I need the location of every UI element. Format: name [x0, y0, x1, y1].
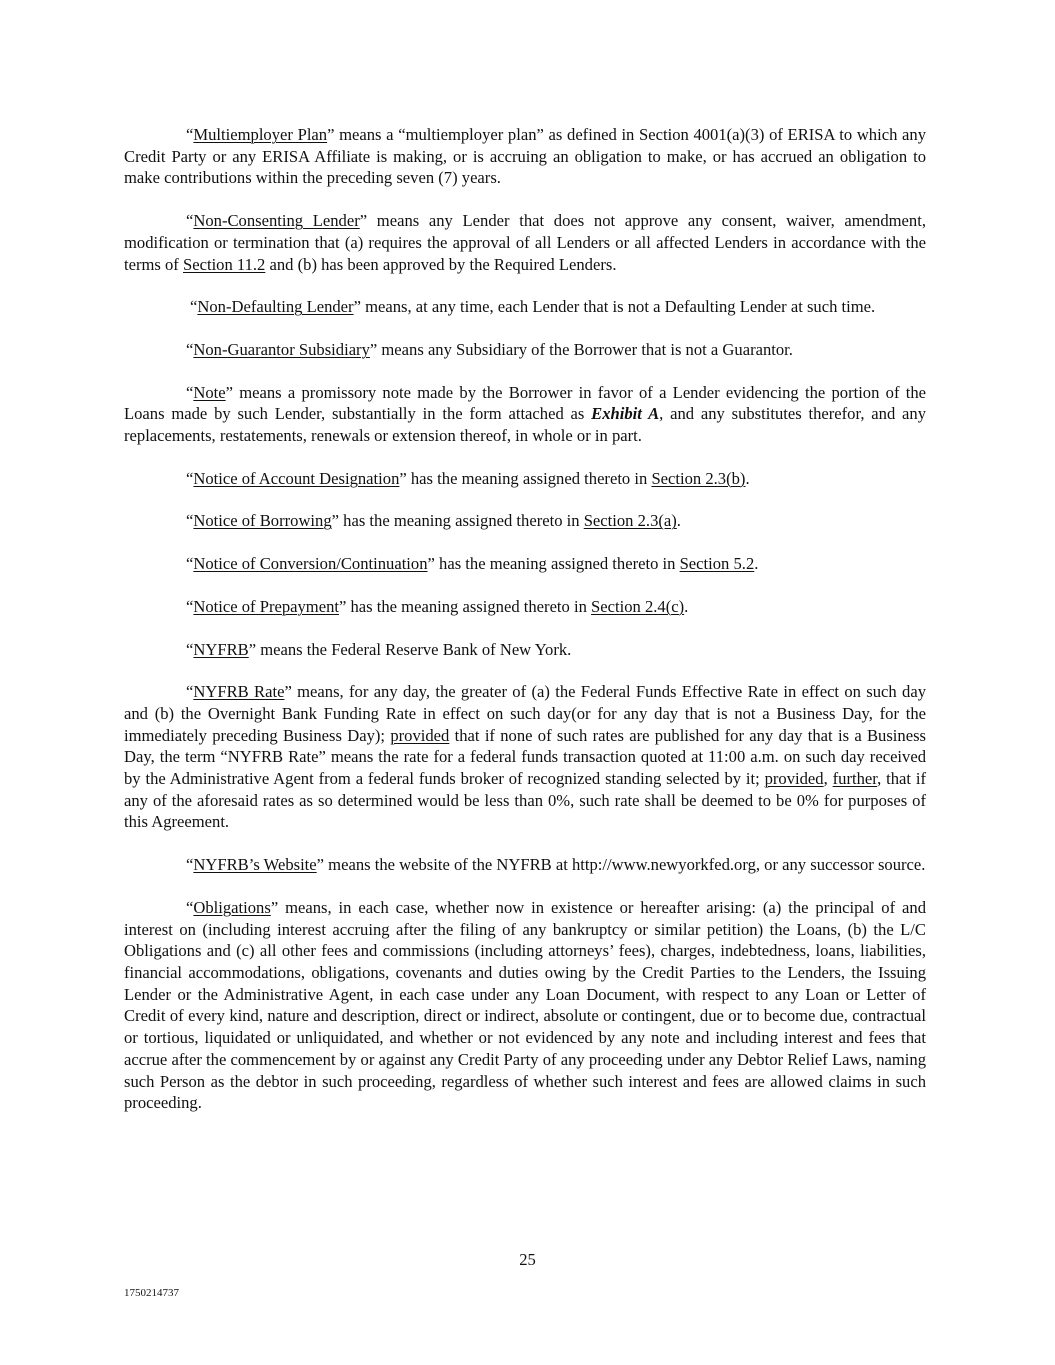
definition-nyfrb: “NYFRB” means the Federal Reserve Bank of New York.: [186, 639, 572, 659]
definition-notice-of-conversion-continuation: “Notice of Conversion/Continuation” has the meaning assigned thereto in Section 5.2.: [186, 554, 759, 574]
definition-nyfrb-rate: “NYFRB Rate” means, for any day, the greater of (a) the Federal Funds Effective Rate in effect on such day and (b) the Overnight Bank Funding Rate in effect on such day(or for any day that is not a Business Day, for the immediately preceding Business Day); provided that if none of such rates are published for any day that is a Business Day, the term “NYFRB Rate” means the rate for a federal funds transaction quoted at 11:00 a.m. on such day received by the Administrative Agent from a federal funds broker of recognized standing selected by it; provided, further, that if any of the aforesaid rates as so determined would be less than 0%, such rate shall be deemed to be 0% for purposes of this Agreement.: [124, 682, 926, 832]
definition-non-guarantor-subsidiary: “Non-Guarantor Subsidiary” means any Subsidiary of the Borrower that is not a Guarantor.: [186, 339, 793, 359]
defined-term: NYFRB’s Website: [193, 855, 317, 875]
section-reference: Section 2.3(b): [651, 468, 746, 488]
section-reference: Section 5.2: [679, 554, 755, 574]
defined-term: NYFRB: [193, 639, 249, 659]
defined-term: Obligations: [193, 897, 271, 917]
defined-term: Multiemployer Plan: [193, 125, 328, 144]
defined-term: Non-Guarantor Subsidiary: [193, 339, 370, 359]
defined-term: Notice of Prepayment: [193, 596, 339, 616]
defined-term: Notice of Account Designation: [193, 468, 400, 488]
exhibit-reference: Exhibit A: [591, 404, 660, 424]
defined-term: Non-Defaulting Lender: [197, 297, 354, 317]
section-reference: Section 2.4(c): [591, 596, 685, 616]
defined-term: Non-Consenting Lender: [193, 211, 360, 231]
page-number: 25: [519, 1250, 536, 1269]
section-reference: Section 11.2: [183, 254, 266, 274]
definition-nyfrbs-website: “NYFRB’s Website” means the website of the NYFRB at http://www.newyorkfed.org, or any successor source.: [186, 855, 926, 875]
defined-term: Notice of Conversion/Continuation: [193, 554, 428, 574]
defined-term: Note: [193, 382, 226, 402]
definition-obligations: “Obligations” means, in each case, whether now in existence or hereafter arising: (a) the principal of and interest on (including interest accruing after the filing of any bankruptcy or similar petition) the Loans, (b) the L/C Obligations and (c) all other fees and commissions (including attorneys’ fees), charges, indebtedness, loans, liabilities, financial accommodations, obligations, covenants and duties owing by the Credit Parties to the Lenders, the Issuing Lender or the Administrative Agent, in each case under any Loan Document, with respect to any Loan or Letter of Credit of every kind, nature and description, direct or indirect, absolute or contingent, due or to become due, contractual or tortious, liquidated or unliquidated, and whether or not evidenced by any note and including interest and fees that accrue after the commencement by or against any Credit Party of any proceeding under any Debtor Relief Laws, naming such Person as the debtor in such proceeding, regardless of whether such interest and fees are allowed claims in such proceeding.: [124, 897, 926, 1113]
definition-notice-of-account-designation: “Notice of Account Designation” has the meaning assigned thereto in Section 2.3(b).: [186, 468, 750, 488]
proviso-term: provided: [390, 725, 450, 745]
defined-term: Notice of Borrowing: [193, 511, 332, 531]
proviso-term: provided: [764, 769, 824, 789]
document-page: [124, 124, 926, 1135]
definition-multiemployer-plan: “Multiemployer Plan” means a “multiemployer plan” as defined in Section 4001(a)(3) of ERISA to which any Credit Party or any ERISA Affiliate is making, or is accruing an obligation to make, or has accrued an obligation to make contributions within the preceding seven (7) years.: [124, 125, 926, 188]
definition-notice-of-prepayment: “Notice of Prepayment” has the meaning assigned thereto in Section 2.4(c).: [186, 596, 689, 616]
definition-non-consenting-lender: “Non-Consenting Lender” means any Lender that does not approve any consent, waiver, amendment, modification or termination that (a) requires the approval of all Lenders or all affected Lenders in accordance with the terms of Section 11.2 and (b) has been approved by the Required Lenders.: [124, 211, 926, 274]
definition-notice-of-borrowing: “Notice of Borrowing” has the meaning assigned thereto in Section 2.3(a).: [186, 511, 681, 531]
defined-term: NYFRB Rate: [193, 682, 285, 702]
document-id: 1750214737: [124, 1287, 179, 1299]
proviso-term: further: [832, 769, 878, 789]
definition-note: “Note” means a promissory note made by the Borrower in favor of a Lender evidencing the portion of the Loans made by such Lender, substantially in the form attached as Exhibit A, and any substitutes therefor, and any replacements, restatements, renewals or extension thereof, in whole or in part.: [124, 382, 926, 446]
section-reference: Section 2.3(a): [583, 511, 677, 531]
definition-non-defaulting-lender: “Non-Defaulting Lender” means, at any time, each Lender that is not a Defaulting Lender at such time.: [190, 297, 876, 317]
